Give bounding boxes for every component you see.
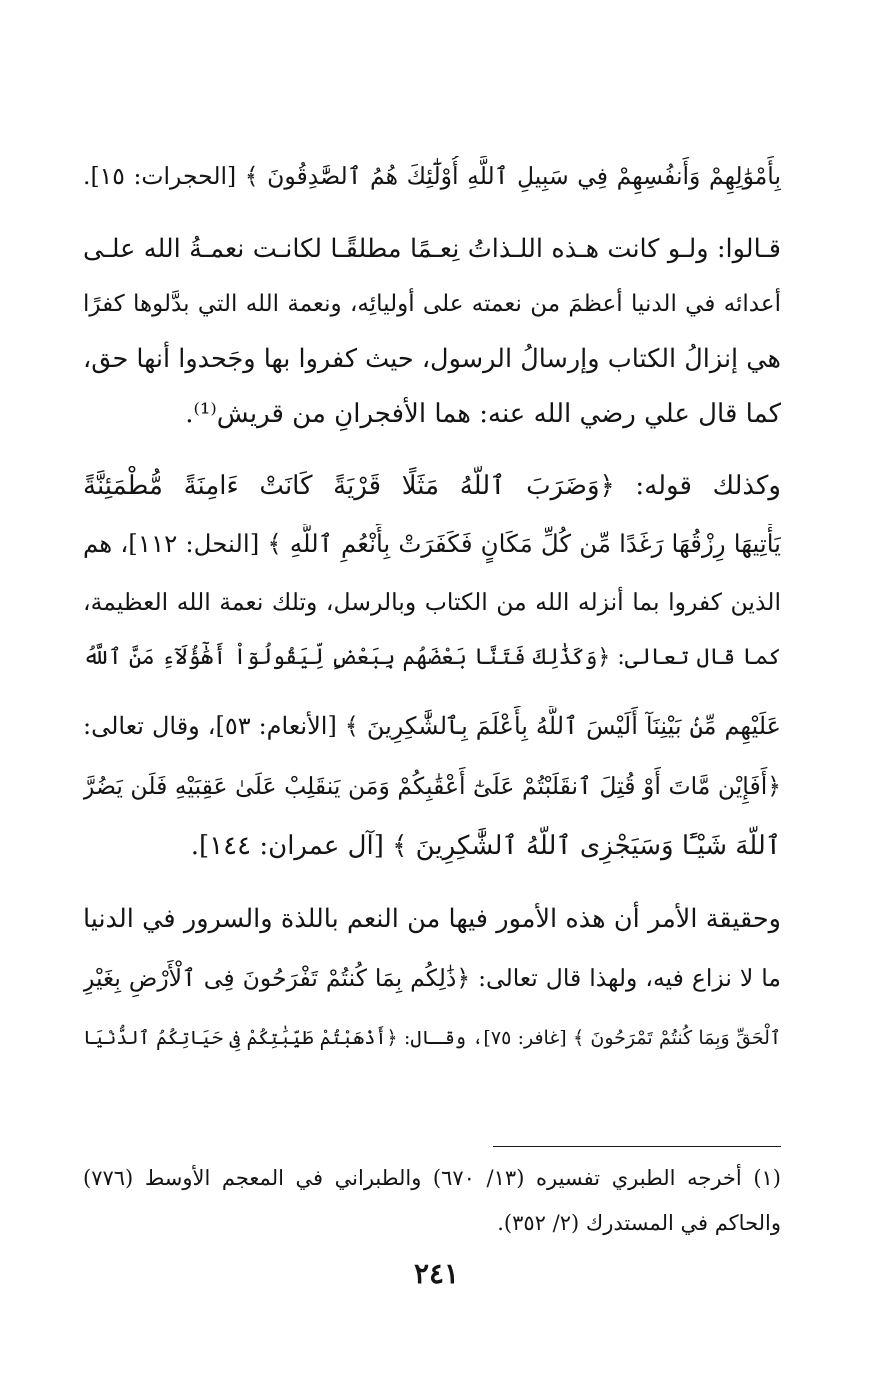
body-line-10: عَلَيْهِم مِّنۢ بَيْنِنَآ أَلَيْسَ ٱللَّهُ بِأَعْلَمَ بِٱلشَّٰكِرِينَ ﴾ [الأنعام: ٥٣]، وقال تعالى: bbox=[83, 712, 781, 740]
page-number: ٢٤١ bbox=[413, 1257, 460, 1290]
footnote-separator bbox=[493, 1146, 781, 1147]
footnote-line-1: (١) أخرجه الطبري تفسيره (١٣/ ٦٧٠) والطبراني في المعجم الأوسط (٧٧٦) bbox=[83, 1166, 781, 1190]
body-line-11: ﴿أَفَإِيْن مَّاتَ أَوْ قُتِلَ ٱنقَلَبْتُمْ عَلَىٰٓ أَعْقَٰبِكُمْ وَمَن يَنقَلِبْ عَلَىٰ عَقِبَيْهِ فَلَن يَضُرَّ bbox=[83, 772, 781, 800]
body-line-6: وكذلك قوله: ﴿وَضَرَبَ ٱللَّهُ مَثَلًا قَرْيَةً كَانَتْ ءَامِنَةً مُّطْمَئِنَّةً bbox=[83, 471, 781, 501]
body-line-3: أعدائه في الدنيا أعظمَ من نعمته على أوليائِه، ونعمة الله التي بدَّلوها كفرًا bbox=[83, 291, 781, 317]
body-line-8: الذين كفروا بما أنزله الله من الكتاب وبالرسل، وتلك نعمة الله العظيمة، bbox=[83, 588, 781, 616]
body-line-7: يَأْتِيهَا رِزْقُهَا رَغَدًا مِّن كُلِّ مَكَانٍ فَكَفَرَتْ بِأَنْعُمِ ٱللَّهِ ﴾ [النحل: ١١٢]، هم bbox=[83, 529, 781, 558]
body-line-2: قـالوا: ولـو كانت هـذه اللـذاتُ نِعـمًا مطلقًـا لكانـت نعمـةُ الله علـى bbox=[83, 234, 781, 264]
body-line-4: هي إنزالُ الكتاب وإرسالُ الرسول، حيث كفروا بها وجَحدوا أنها حق، bbox=[83, 344, 781, 374]
body-line-5: كما قال علي رضي الله عنه: هما الأفجرانِ من قريش⁽¹⁾. bbox=[185, 399, 781, 429]
body-line-12: ٱللَّهَ شَيْـًٔا وَسَيَجْزِى ٱللَّهُ ٱلشَّٰكِرِينَ ﴾ [آل عمران: ١٤٤]. bbox=[190, 831, 781, 861]
body-line-15: ٱلْحَقِّ وَبِمَا كُنتُمْ تَمْرَحُونَ ﴾ [غافر: ٧٥]، وقـال: ﴿أَذْهَبْتُمْ طَيِّبَٰتِكُمْ فِى حَيَاتِكُمُ ٱلدُّنْيَا bbox=[83, 1027, 781, 1049]
body-line-13: وحقيقة الأمر أن هذه الأمور فيها من النعم باللذة والسرور في الدنيا bbox=[83, 904, 781, 934]
body-line-1: بِأَمْوَٰلِهِمْ وَأَنفُسِهِمْ فِي سَبِيلِ ٱللَّهِ أُوْلَٰٓئِكَ هُمُ ٱلصَّٰدِقُونَ ﴾ [الحجرات: ١٥]. bbox=[83, 162, 781, 190]
body-line-14: ما لا نزاع فيه، ولهذا قال تعالى: ﴿ذَٰلِكُم بِمَا كُنتُمْ تَفْرَحُونَ فِى ٱلْأَرْضِ بِغَيْرِ bbox=[83, 964, 781, 992]
footnote-line-2: والحاكم في المستدرك (٢/ ٣٥٢). bbox=[497, 1211, 781, 1235]
body-line-9: كما قال تعالى: ﴿وَكَذَٰلِكَ فَتَنَّا بَعْضَهُم بِبَعْضٍ لِّيَقُولُوٓاْ أَهَٰٓؤُلَآءِ مَنَّ ٱللَّهُ bbox=[83, 645, 781, 670]
